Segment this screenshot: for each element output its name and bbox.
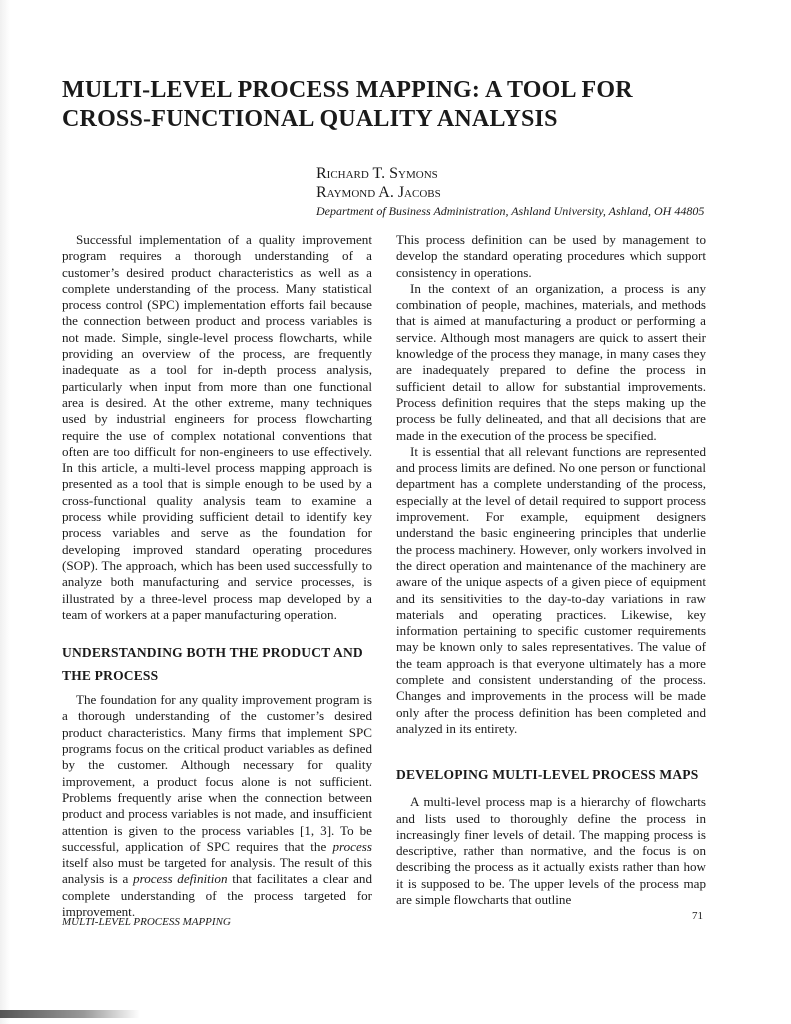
article-title: MULTI-LEVEL PROCESS MAPPING: A TOOL FOR CROSS-FUNCTIONAL QUALITY ANALYSIS (62, 77, 633, 132)
author-block (316, 164, 736, 219)
section-heading: DEVELOPING MULTI-LEVEL PROCESS MAPS (396, 767, 699, 783)
right-column (396, 232, 706, 908)
author-name: Richard T. Symons (316, 165, 438, 182)
author-name: Raymond A. Jacobs (316, 184, 441, 201)
emphasis: process definition (133, 871, 228, 887)
body-paragraph: This process definition can be used by management to develop the standard operating procedures which support consistency in operations. (396, 232, 706, 280)
author-affiliation: Department of Business Administration, Ashland University, Ashland, OH 44805 (316, 204, 705, 218)
emphasis: process (332, 838, 372, 854)
running-footer: MULTI-LEVEL PROCESS MAPPING (62, 916, 231, 928)
body-paragraph: It is essential that all relevant functions are represented and process limits are defined. No one person or functional department has a complete understanding of the process, especially at the level of detail required to support process improvement. For example, equipment designers understand the basic engineering principles that underlie the process machinery. However, only workers involved in the direct operation and maintenance of the machinery are aware of the unique aspects of a given piece of equipment and its sensitivities to the day-to-day variations in raw materials and operating practices. Likewise, key information pertaining to specific customer requirements may be known only to sales representatives. The value of the team approach is that everyone ultimately has a more complete and consistent understanding of the process. Changes and improvements in the process will be made only after the process definition has been completed and analyzed in its entirety. (396, 443, 706, 736)
page-number: 71 (692, 910, 703, 922)
left-column (62, 232, 372, 920)
section-heading: UNDERSTANDING BOTH THE PRODUCT AND THE PROCESS (62, 645, 363, 684)
intro-paragraph: Successful implementation of a quality improvement program requires a thorough understanding of a customer’s desired product characteristics as well as a complete understanding of the process. Many statistical process control (SPC) implementation efforts fail because the connection between product and process variables is not made. Simple, single-level process flowcharts, while providing an overview of the process, are frequently inadequate as a tool for in-depth process analysis, particularly when input from more than one functional area is desired. At the other extreme, many techniques used by industrial engineers for process flowcharting require the use of complex notational conventions that often are too difficult for non-engineers to use effectively. In this article, a multi-level process mapping approach is presented as a tool that is simple enough to be used by a cross-functional quality analysis team to examine a process while providing sufficient detail to identify key process variables and serve as the foundation for developing improved standard operating procedures (SOP). The approach, which has been used successfully to analyze both manufacturing and service processes, is illustrated by a three-level process map developed by a team of workers at a paper manufacturing operation. (62, 232, 372, 622)
body-paragraph: In the context of an organization, a process is any combination of people, machines, materials, and methods that is aimed at manufacturing a product or performing a service. Although most managers are quick to assert their knowledge of the process they manage, in many cases they are inadequately prepared to define the process in sufficient detail to allow for substantial improvements. Process definition requires that the steps making up the process be fully delineated, and that all decisions that are made in the execution of the process be specified. (396, 280, 706, 443)
scan-edge-shadow (0, 0, 10, 1024)
body-paragraph: The foundation for any quality improvement program is a thorough understanding of the customer’s desired product characteristics. Many firms that implement SPC programs focus on the critical product variables as defined by the customer. Although necessary for quality improvement, a product focus alone is not sufficient. Problems frequently arise when the connection between product and process variables is not made, and insufficient attention is given to the process variables [1, 3]. To be successful, application of SPC requires that the process itself also must be targeted for analysis. The result of this analysis is a process definition that facilitates a clear and complete understanding of the process targeted for improvement. (62, 692, 372, 919)
scan-bottom-mark (0, 1010, 140, 1018)
body-paragraph: A multi-level process map is a hierarchy of flowcharts and lists used to thoroughly define the process in increasingly finer levels of detail. The mapping process is descriptive, rather than normative, and the focus is on describing the process as it actually exists rather than how it is supposed to be. The upper levels of the process map are simple flowcharts that outline (396, 794, 706, 907)
